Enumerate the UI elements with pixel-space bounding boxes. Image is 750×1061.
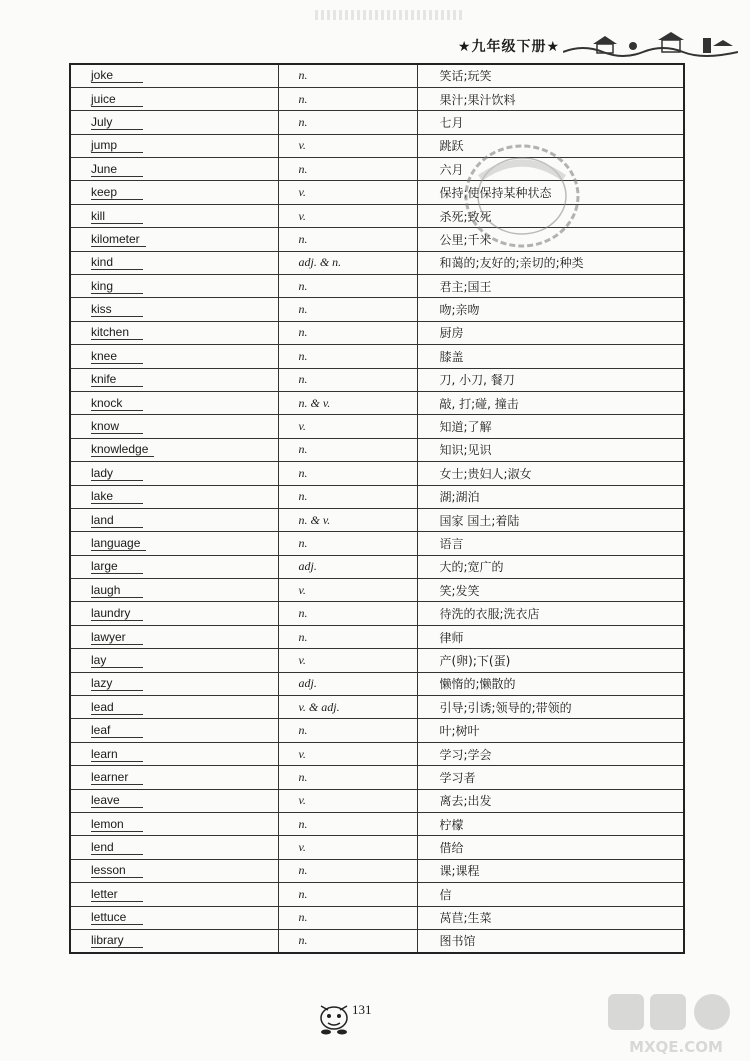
meaning-cell	[417, 438, 684, 461]
meaning-cell	[417, 532, 684, 555]
chinese-meaning: 懒惰的;懒散的	[439, 677, 516, 692]
chinese-meaning: 笑话;玩笑	[439, 69, 492, 84]
table-row	[70, 508, 684, 531]
english-word: knife	[91, 373, 143, 387]
word-cell	[70, 368, 278, 391]
meaning-cell	[417, 462, 684, 485]
word-cell	[70, 555, 278, 578]
english-word: king	[91, 280, 143, 294]
part-of-speech: v.	[298, 652, 306, 667]
word-cell	[70, 438, 278, 461]
part-of-speech-cell	[278, 719, 417, 742]
chinese-meaning: 公里;千米	[439, 232, 492, 247]
chinese-meaning: 跳跃	[439, 139, 464, 154]
table-row	[70, 345, 684, 368]
table-row	[70, 719, 684, 742]
part-of-speech: n.	[298, 629, 308, 644]
chinese-meaning: 律师	[439, 630, 464, 645]
english-word: know	[91, 420, 143, 434]
english-word: library	[91, 934, 143, 948]
english-word: lead	[91, 701, 143, 715]
watermark-logo	[606, 990, 746, 1058]
part-of-speech: n.	[298, 606, 308, 621]
word-cell	[70, 789, 278, 812]
word-cell	[70, 275, 278, 298]
english-word: lettuce	[91, 911, 143, 925]
part-of-speech: v.	[298, 582, 306, 597]
word-cell	[70, 462, 278, 485]
part-of-speech-cell	[278, 204, 417, 227]
table-row	[70, 298, 684, 321]
part-of-speech-cell	[278, 859, 417, 882]
chinese-meaning: 和蔼的;友好的;亲切的;种类	[439, 256, 584, 271]
part-of-speech-cell	[278, 696, 417, 719]
part-of-speech: n.	[298, 769, 308, 784]
part-of-speech-cell	[278, 742, 417, 765]
word-cell	[70, 625, 278, 648]
part-of-speech: n.	[298, 863, 308, 878]
chinese-meaning: 图书馆	[439, 934, 476, 949]
english-word: lawyer	[91, 631, 143, 645]
word-cell	[70, 532, 278, 555]
part-of-speech-cell	[278, 766, 417, 789]
table-row	[70, 883, 684, 906]
english-word: jump	[91, 139, 143, 153]
book-title: ★九年级下册★	[457, 39, 560, 55]
part-of-speech: v.	[298, 208, 306, 223]
part-of-speech: n.	[298, 348, 308, 363]
english-word: June	[91, 163, 143, 177]
part-of-speech: n.	[298, 325, 308, 340]
chinese-meaning: 杀死;致死	[439, 209, 492, 224]
meaning-cell	[417, 836, 684, 859]
meaning-cell	[417, 508, 684, 531]
meaning-cell	[417, 368, 684, 391]
chinese-meaning: 知道;了解	[439, 420, 492, 435]
table-row	[70, 462, 684, 485]
part-of-speech-cell	[278, 391, 417, 414]
part-of-speech-cell	[278, 415, 417, 438]
word-cell	[70, 672, 278, 695]
part-of-speech-cell	[278, 813, 417, 836]
chinese-meaning: 敲, 打;碰, 撞击	[439, 396, 519, 411]
svg-text:MXQE.COM: MXQE.COM	[629, 1038, 723, 1056]
english-word: keep	[91, 186, 143, 200]
part-of-speech-cell	[278, 158, 417, 181]
part-of-speech: adj. & n.	[298, 255, 342, 270]
part-of-speech-cell	[278, 87, 417, 110]
part-of-speech-cell	[278, 321, 417, 344]
part-of-speech: n.	[298, 886, 308, 901]
table-row	[70, 766, 684, 789]
english-word: land	[91, 514, 143, 528]
part-of-speech-cell	[278, 275, 417, 298]
english-word: joke	[91, 69, 143, 83]
table-row	[70, 906, 684, 929]
table-row	[70, 204, 684, 227]
part-of-speech-cell	[278, 368, 417, 391]
meaning-cell	[417, 625, 684, 648]
part-of-speech-cell	[278, 579, 417, 602]
word-cell	[70, 228, 278, 251]
chinese-meaning: 引导;引诱;领导的;带领的	[439, 700, 572, 715]
part-of-speech: v. & adj.	[298, 699, 340, 714]
chinese-meaning: 保持;使保持某种状态	[439, 186, 552, 201]
table-row	[70, 672, 684, 695]
part-of-speech-cell	[278, 508, 417, 531]
meaning-cell	[417, 345, 684, 368]
meaning-cell	[417, 321, 684, 344]
chinese-meaning: 叶;树叶	[439, 724, 480, 739]
english-word: kind	[91, 256, 143, 270]
word-cell	[70, 181, 278, 204]
table-row	[70, 251, 684, 274]
table-row	[70, 228, 684, 251]
word-cell	[70, 251, 278, 274]
part-of-speech: n.	[298, 231, 308, 246]
english-word: letter	[91, 888, 143, 902]
english-word: laundry	[91, 607, 143, 621]
part-of-speech: n.	[298, 91, 308, 106]
part-of-speech-cell	[278, 789, 417, 812]
part-of-speech: n.	[298, 372, 308, 387]
part-of-speech: n.	[298, 910, 308, 925]
table-row	[70, 789, 684, 812]
word-cell	[70, 929, 278, 952]
meaning-cell	[417, 602, 684, 625]
word-cell	[70, 134, 278, 157]
part-of-speech: n. & v.	[298, 395, 331, 410]
part-of-speech-cell	[278, 485, 417, 508]
vocabulary-table	[69, 63, 685, 954]
word-cell	[70, 602, 278, 625]
part-of-speech: n.	[298, 723, 308, 738]
meaning-cell	[417, 64, 684, 87]
english-word: large	[91, 560, 143, 574]
chinese-meaning: 果汁;果汁饮料	[439, 92, 516, 107]
english-word: language	[91, 537, 146, 551]
chinese-meaning: 莴苣;生菜	[439, 911, 492, 926]
word-cell	[70, 87, 278, 110]
table-row	[70, 929, 684, 952]
part-of-speech-cell	[278, 672, 417, 695]
table-row	[70, 275, 684, 298]
part-of-speech-cell	[278, 134, 417, 157]
part-of-speech-cell	[278, 345, 417, 368]
chinese-meaning: 大的;宽广的	[439, 560, 504, 575]
chinese-meaning: 吻;亲吻	[439, 303, 480, 318]
chinese-meaning: 信	[439, 887, 452, 902]
english-word: lemon	[91, 818, 143, 832]
meaning-cell	[417, 906, 684, 929]
part-of-speech: n.	[298, 278, 308, 293]
table-row	[70, 87, 684, 110]
chinese-meaning: 课;课程	[439, 864, 480, 879]
meaning-cell	[417, 111, 684, 134]
word-cell	[70, 345, 278, 368]
table-row	[70, 368, 684, 391]
chinese-meaning: 离去;出发	[439, 794, 492, 809]
meaning-cell	[417, 275, 684, 298]
word-cell	[70, 579, 278, 602]
chinese-meaning: 知识;见识	[439, 443, 492, 458]
english-word: kilometer	[91, 233, 146, 247]
page-number: 131	[352, 1002, 372, 1017]
english-word: learner	[91, 771, 143, 785]
stamp-seal-icon	[460, 138, 585, 258]
part-of-speech-cell	[278, 251, 417, 274]
part-of-speech: n.	[298, 489, 308, 504]
part-of-speech-cell	[278, 298, 417, 321]
word-cell	[70, 64, 278, 87]
table-row	[70, 64, 684, 87]
part-of-speech-cell	[278, 929, 417, 952]
english-word: lake	[91, 490, 143, 504]
table-row	[70, 415, 684, 438]
page-header	[0, 0, 750, 60]
part-of-speech-cell	[278, 181, 417, 204]
word-cell	[70, 883, 278, 906]
word-cell	[70, 696, 278, 719]
chinese-meaning: 女士;贵妇人;淑女	[439, 466, 532, 481]
chinese-meaning: 国家 国土;着陆	[439, 513, 520, 528]
part-of-speech-cell	[278, 555, 417, 578]
english-word: lady	[91, 467, 143, 481]
part-of-speech: v.	[298, 138, 306, 153]
part-of-speech: n.	[298, 114, 308, 129]
part-of-speech: n.	[298, 161, 308, 176]
word-cell	[70, 906, 278, 929]
meaning-cell	[417, 649, 684, 672]
word-cell	[70, 111, 278, 134]
chinese-meaning: 君主;国王	[439, 279, 492, 294]
english-word: kiss	[91, 303, 143, 317]
part-of-speech-cell	[278, 438, 417, 461]
meaning-cell	[417, 766, 684, 789]
part-of-speech-cell	[278, 462, 417, 485]
english-word: juice	[91, 93, 143, 107]
english-word: leaf	[91, 724, 143, 738]
word-cell	[70, 766, 278, 789]
meaning-cell	[417, 672, 684, 695]
part-of-speech-cell	[278, 111, 417, 134]
part-of-speech: v.	[298, 840, 306, 855]
chinese-meaning: 柠檬	[439, 817, 464, 832]
part-of-speech-cell	[278, 532, 417, 555]
part-of-speech: n.	[298, 816, 308, 831]
part-of-speech: n.	[298, 68, 308, 83]
chinese-meaning: 六月	[439, 162, 464, 177]
table-row	[70, 485, 684, 508]
word-cell	[70, 859, 278, 882]
table-row	[70, 391, 684, 414]
table-row	[70, 602, 684, 625]
mascot-icon	[318, 996, 350, 1036]
part-of-speech: n.	[298, 302, 308, 317]
english-word: knowledge	[91, 443, 154, 457]
meaning-cell	[417, 415, 684, 438]
scan-artifact	[315, 10, 465, 20]
part-of-speech-cell	[278, 836, 417, 859]
part-of-speech-cell	[278, 625, 417, 648]
meaning-cell	[417, 859, 684, 882]
english-word: July	[91, 116, 143, 130]
part-of-speech: v.	[298, 185, 306, 200]
table-row	[70, 649, 684, 672]
word-cell	[70, 298, 278, 321]
table-row	[70, 625, 684, 648]
english-word: leave	[91, 794, 143, 808]
meaning-cell	[417, 87, 684, 110]
table-row	[70, 438, 684, 461]
english-word: knock	[91, 397, 143, 411]
word-cell	[70, 321, 278, 344]
word-cell	[70, 391, 278, 414]
chinese-meaning: 借给	[439, 841, 464, 856]
table-row	[70, 321, 684, 344]
part-of-speech: adj.	[298, 676, 317, 691]
word-cell	[70, 204, 278, 227]
meaning-cell	[417, 485, 684, 508]
word-cell	[70, 719, 278, 742]
word-cell	[70, 649, 278, 672]
part-of-speech-cell	[278, 64, 417, 87]
part-of-speech: n.	[298, 465, 308, 480]
word-cell	[70, 836, 278, 859]
part-of-speech-cell	[278, 883, 417, 906]
chinese-meaning: 膝盖	[439, 349, 464, 364]
part-of-speech: v.	[298, 746, 306, 761]
chinese-meaning: 待洗的衣服;洗衣店	[439, 607, 540, 622]
village-scene-icon	[563, 30, 738, 58]
meaning-cell	[417, 298, 684, 321]
table-row	[70, 111, 684, 134]
table-row	[70, 158, 684, 181]
english-word: kill	[91, 210, 143, 224]
meaning-cell	[417, 391, 684, 414]
chinese-meaning: 厨房	[439, 326, 464, 341]
word-cell	[70, 813, 278, 836]
english-word: kitchen	[91, 326, 143, 340]
meaning-cell	[417, 883, 684, 906]
english-word: knee	[91, 350, 143, 364]
table-row	[70, 836, 684, 859]
table-row	[70, 742, 684, 765]
meaning-cell	[417, 579, 684, 602]
english-word: laugh	[91, 584, 143, 598]
part-of-speech: n.	[298, 933, 308, 948]
part-of-speech: v.	[298, 793, 306, 808]
part-of-speech-cell	[278, 228, 417, 251]
table-row	[70, 532, 684, 555]
meaning-cell	[417, 696, 684, 719]
meaning-cell	[417, 742, 684, 765]
part-of-speech: n.	[298, 536, 308, 550]
chinese-meaning: 学习;学会	[439, 747, 492, 762]
table-row	[70, 579, 684, 602]
part-of-speech: adj.	[298, 559, 317, 574]
table-row	[70, 859, 684, 882]
part-of-speech-cell	[278, 649, 417, 672]
meaning-cell	[417, 555, 684, 578]
table-row	[70, 696, 684, 719]
chinese-meaning: 刀, 小刀, 餐刀	[439, 373, 515, 388]
word-cell	[70, 415, 278, 438]
english-word: lazy	[91, 677, 143, 691]
meaning-cell	[417, 929, 684, 952]
english-word: learn	[91, 748, 143, 762]
chinese-meaning: 七月	[439, 115, 464, 130]
word-cell	[70, 508, 278, 531]
table-row	[70, 555, 684, 578]
part-of-speech-cell	[278, 906, 417, 929]
meaning-cell	[417, 719, 684, 742]
table-row	[70, 134, 684, 157]
meaning-cell	[417, 813, 684, 836]
english-word: lay	[91, 654, 143, 668]
chinese-meaning: 学习者	[439, 770, 476, 785]
chinese-meaning: 湖;湖泊	[439, 490, 480, 505]
part-of-speech: v.	[298, 419, 306, 434]
chinese-meaning: 产(卵);下(蛋)	[439, 653, 511, 668]
word-cell	[70, 742, 278, 765]
english-word: lesson	[91, 864, 143, 878]
part-of-speech: n. & v.	[298, 512, 331, 527]
chinese-meaning: 笑;发笑	[439, 583, 480, 598]
word-cell	[70, 485, 278, 508]
meaning-cell	[417, 789, 684, 812]
english-word: lend	[91, 841, 143, 855]
table-row	[70, 181, 684, 204]
part-of-speech-cell	[278, 602, 417, 625]
chinese-meaning: 语言	[439, 537, 464, 551]
table-row	[70, 813, 684, 836]
part-of-speech: n.	[298, 442, 308, 457]
word-cell	[70, 158, 278, 181]
